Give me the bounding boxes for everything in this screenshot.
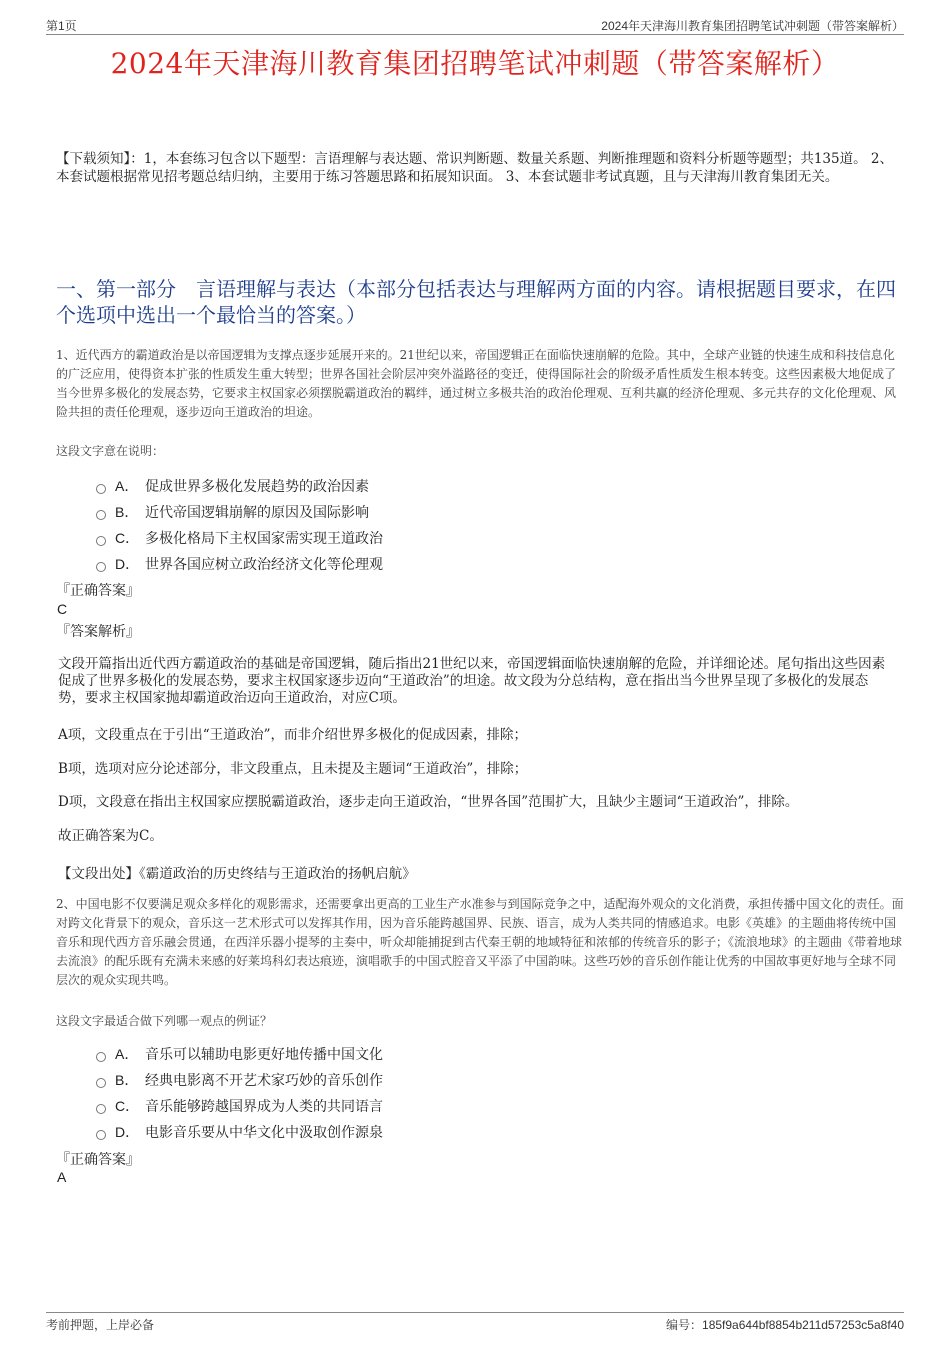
q2-answer-label: 『正确答案』 <box>56 1152 140 1168</box>
page-header <box>46 14 904 35</box>
q1-analysis-para-2: A项，文段重点在于引出“王道政治”，而非介绍世界多极化的促成因素，排除； <box>58 727 528 743</box>
radio-icon[interactable] <box>96 1078 106 1088</box>
radio-icon[interactable] <box>96 536 106 546</box>
q1-option-b[interactable]: B． 近代帝国逻辑崩解的原因及国际影响 <box>96 499 383 525</box>
page-footer <box>46 1312 904 1332</box>
header-doc-title: 2024年天津海川教育集团招聘笔试冲刺题（带答案解析） <box>601 19 904 33</box>
question-2-options <box>96 1041 383 1145</box>
q2-answer: A <box>57 1169 67 1185</box>
q1-answer: C <box>57 601 68 617</box>
q1-analysis-label: 『答案解析』 <box>56 624 140 640</box>
question-2-text: 2、中国电影不仅要满足观众多样化的观影需求，还需要拿出更高的工业生产水准参与到国际竞争之中，适配海外观众的文化消费，承担传播中国文化的责任。面对跨文化背景下的观众，音乐这一艺术形式可以发挥其作用，因为音乐能跨越国界、民族、语言，成为人类共同的情感追求。电影《英雄》的主题曲将传统中国音乐和现代西方音乐融会贯通，在西洋乐器小提琴的主奏中，听众却能捕捉到古代秦王朝的地域特征和浓郁的传统音乐的影子；《流浪地球》的主题曲《带着地球去流浪》的配乐既有充满未来感的好莱坞科幻表达痕迹，演唱歌手的中国式腔音又平添了中国韵味。这些巧妙的音乐创作能让优秀的中国故事更好地与全球不同层次的观众实现共鸣。 <box>56 897 904 987</box>
radio-icon[interactable] <box>96 1052 106 1062</box>
q1-option-d[interactable]: D． 世界各国应树立政治经济文化等伦理观 <box>96 551 383 577</box>
q1-answer-label: 『正确答案』 <box>56 583 140 599</box>
radio-icon[interactable] <box>96 510 106 520</box>
footer-code: 编号：185f9a644bf8854b211d57253c5a8f40 <box>666 1318 904 1332</box>
q1-analysis-para-4: D项，文段意在指出主权国家应摆脱霸道政治，逐步走向王道政治，“世界各国”范围扩大，且缺少主题词“王道政治”，排除。 <box>58 794 799 810</box>
download-notice: 【下载须知】：1，本套练习包含以下题型：言语理解与表达题、常识判断题、数量关系题、判断推理题和资料分析题等题型；共135道。 2、本套试题根据常见招考题总结归纳，主要用于练习答题思路和拓展知识面。 3、本套试题非考试真题，且与天津海川教育集团无关。 <box>56 151 893 185</box>
footer-slogan: 考前押题，上岸必备 <box>46 1318 155 1332</box>
question-2-prompt: 这段文字最适合做下列哪一观点的例证？ <box>56 1014 273 1028</box>
q1-analysis-para-1: 文段开篇指出近代西方霸道政治的基础是帝国逻辑，随后指出21世纪以来，帝国逻辑面临快速崩解的危险，并详细论述。尾句指出这些因素促成了世界多极化的发展态势，要求主权国家逐步迈向“王道政治”的坦途。故文段为分总结构，意在指出当今世界呈现了多极化的发展态势，要求主权国家抛却霸道政治迈向王道政治，对应C项。 <box>58 656 886 706</box>
question-1-options <box>96 473 383 577</box>
radio-icon[interactable] <box>96 562 106 572</box>
page-title: 2024年天津海川教育集团招聘笔试冲刺题（带答案解析） <box>110 47 840 80</box>
q1-option-c[interactable]: C． 多极化格局下主权国家需实现王道政治 <box>96 525 383 551</box>
q2-option-b[interactable]: B． 经典电影离不开艺术家巧妙的音乐创作 <box>96 1067 383 1093</box>
q1-analysis-para-5: 故正确答案为C。 <box>58 828 163 844</box>
section-title: 一、第一部分 言语理解与表达（本部分包括表达与理解两方面的内容。请根据题目要求，在四个选项中选出一个最恰当的答案。） <box>56 277 896 327</box>
page-number: 第1页 <box>46 19 77 33</box>
radio-icon[interactable] <box>96 1104 106 1114</box>
radio-icon[interactable] <box>96 484 106 494</box>
q1-source: 【文段出处】《霸道政治的历史终结与王道政治的扬帆启航》 <box>58 866 416 882</box>
question-1-text: 1、近代西方的霸道政治是以帝国逻辑为支撑点逐步延展开来的。21世纪以来，帝国逻辑正在面临快速崩解的危险。其中，全球产业链的快速生成和科技信息化的广泛应用，使得资本扩张的性质发生重大转型；世界各国社会阶层冲突外溢路径的变迁，使得国际社会的阶级矛盾性质发生根本转变。这些因素极大地促成了当今世界多极化的发展态势，它要求主权国家必须摆脱霸道政治的羁绊，通过树立多极共治的政治伦理观、互利共赢的经济伦理观、多元共存的文化伦理观、风险共担的责任伦理观，逐步迈向王道政治的坦途。 <box>56 348 897 419</box>
q1-option-a[interactable]: A． 促成世界多极化发展趋势的政治因素 <box>96 473 383 499</box>
question-1-prompt: 这段文字意在说明： <box>56 444 165 458</box>
q2-option-c[interactable]: C． 音乐能够跨越国界成为人类的共同语言 <box>96 1093 383 1119</box>
radio-icon[interactable] <box>96 1130 106 1140</box>
q2-option-a[interactable]: A． 音乐可以辅助电影更好地传播中国文化 <box>96 1041 383 1067</box>
q1-analysis-para-3: B项，选项对应分论述部分，非文段重点，且未提及主题词“王道政治”，排除； <box>58 761 528 777</box>
q2-option-d[interactable]: D． 电影音乐要从中华文化中汲取创作源泉 <box>96 1119 383 1145</box>
